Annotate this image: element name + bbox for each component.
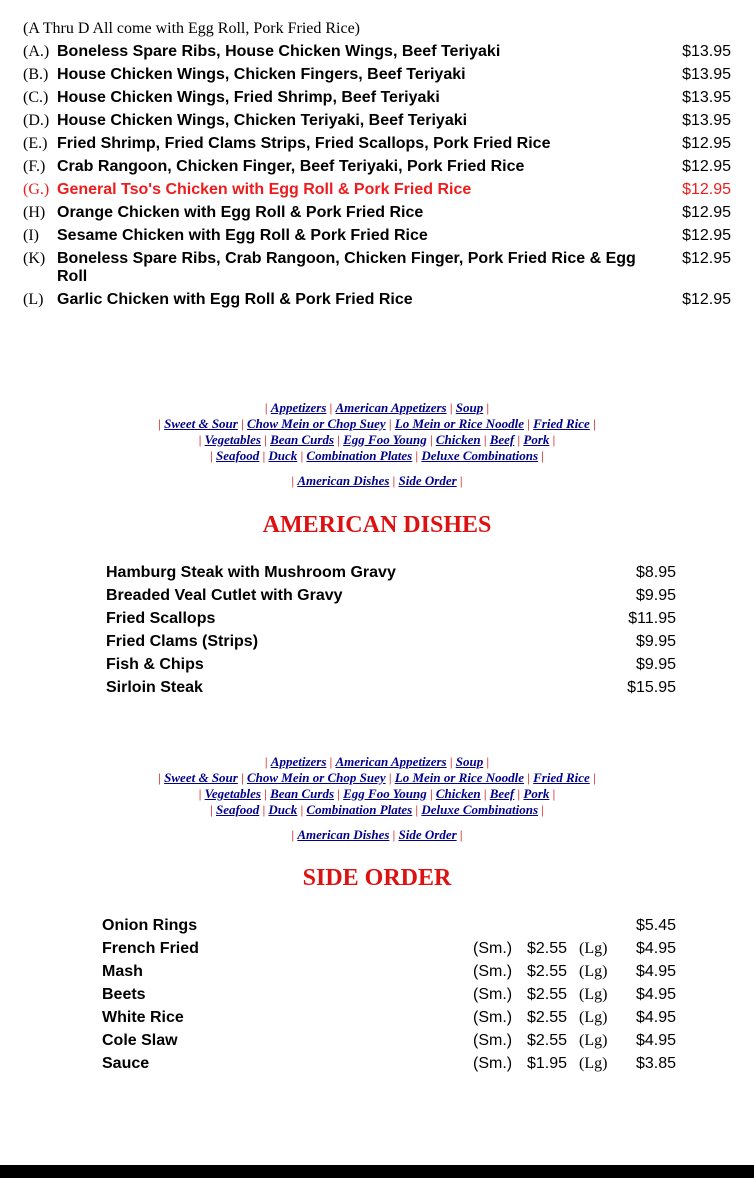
dish-name: Fried Clams (Strips) — [106, 633, 259, 650]
combo-description: General Tso's Chicken with Egg Roll & Pork Fried Rice — [57, 181, 472, 198]
combo-price: $12.95 — [682, 227, 731, 244]
combination-row-featured — [22, 178, 735, 201]
nav-link-combination-plates[interactable]: Combination Plates — [306, 448, 413, 463]
large-label: (Lg) — [579, 1055, 608, 1072]
nav-link-vegetables[interactable]: Vegetables — [204, 432, 261, 447]
dish-price: $8.95 — [635, 564, 676, 581]
combo-price: $12.95 — [682, 250, 731, 267]
large-price: $4.95 — [635, 1009, 676, 1026]
menu-item-row — [100, 1052, 678, 1075]
combo-code: (D.) — [23, 112, 50, 129]
combo-code: (A.) — [23, 43, 50, 60]
combo-price: $12.95 — [682, 181, 731, 198]
large-price: $3.85 — [635, 1055, 676, 1072]
small-label: (Sm.) — [473, 1032, 513, 1049]
large-price: $4.95 — [635, 963, 676, 980]
nav-link-soup[interactable]: Soup — [455, 754, 484, 769]
menu-item-row — [104, 676, 678, 699]
combo-description: Crab Rangoon, Chicken Finger, Beef Teriyaki, Pork Fried Rice — [57, 158, 525, 175]
large-price: $5.45 — [635, 917, 676, 934]
combo-description: Orange Chicken with Egg Roll & Pork Fried Rice — [57, 204, 424, 221]
dish-price: $9.95 — [635, 587, 676, 604]
combo-price: $12.95 — [682, 135, 731, 152]
nav-link-combination-plates[interactable]: Combination Plates — [306, 802, 413, 817]
nav-link-beef[interactable]: Beef — [489, 786, 515, 801]
dish-name: Fish & Chips — [106, 656, 204, 673]
combo-description: Garlic Chicken with Egg Roll & Pork Fried Rice — [57, 291, 413, 308]
large-label: (Lg) — [579, 1009, 608, 1026]
nav-link-seafood[interactable]: Seafood — [215, 448, 260, 463]
nav-link-egg-foo-young[interactable]: Egg Foo Young — [343, 786, 427, 801]
small-label: (Sm.) — [473, 986, 513, 1003]
large-label: (Lg) — [579, 986, 608, 1003]
combination-menu-table — [22, 40, 735, 311]
menu-item-row — [100, 960, 678, 983]
nav-link-pork[interactable]: Pork — [523, 786, 550, 801]
dish-name: Fried Scallops — [106, 610, 216, 627]
combination-row — [22, 288, 735, 311]
menu-item-row — [100, 983, 678, 1006]
small-price: $2.55 — [527, 1009, 568, 1026]
menu-item-row — [104, 630, 678, 653]
dish-price: $9.95 — [635, 633, 676, 650]
combo-price: $12.95 — [682, 291, 731, 308]
category-nav: | Appetizers | American Appetizers | Soup | | Sweet & Sour | Chow Mein or Chop Suey | Lo Mein or Rice Noodle | Fried Rice | | Vegetables | Bean Curds | Egg Foo Young | Chicken | Beef | Pork | | Seafood | Duck | Combination Plates | Deluxe Combinations | | American Dishes | Side Order | — [158, 400, 596, 488]
combo-code: (H) — [23, 204, 46, 221]
side-name: White Rice — [102, 1009, 184, 1026]
side-order-table — [100, 914, 678, 1075]
large-label: (Lg) — [579, 963, 608, 980]
combo-code: (L) — [23, 291, 44, 308]
nav-link-american-dishes[interactable]: American Dishes — [297, 827, 390, 842]
combination-row — [22, 132, 735, 155]
large-price: $4.95 — [635, 986, 676, 1003]
nav-link-duck[interactable]: Duck — [268, 448, 298, 463]
combo-price: $12.95 — [682, 204, 731, 221]
small-label: (Sm.) — [473, 940, 513, 957]
menu-item-row — [104, 584, 678, 607]
side-name: Sauce — [102, 1055, 150, 1072]
combo-code: (B.) — [23, 66, 49, 83]
nav-link-soup[interactable]: Soup — [455, 400, 484, 415]
side-order-heading: SIDE ORDER — [302, 865, 452, 891]
combination-intro: (A Thru D All come with Egg Roll, Pork Fried Rice) — [23, 20, 361, 37]
side-name: Beets — [102, 986, 146, 1003]
combination-row — [22, 224, 735, 247]
nav-link-american-dishes[interactable]: American Dishes — [297, 473, 390, 488]
nav-link-seafood[interactable]: Seafood — [215, 802, 260, 817]
combo-code: (K) — [23, 250, 46, 267]
nav-link-bean-curds[interactable]: Bean Curds — [270, 432, 335, 447]
nav-link-duck[interactable]: Duck — [268, 802, 298, 817]
small-price: $2.55 — [527, 986, 568, 1003]
combo-description: Boneless Spare Ribs, House Chicken Wings, Beef Teriyaki — [57, 43, 501, 60]
dish-name: Breaded Veal Cutlet with Gravy — [106, 587, 343, 604]
combo-code: (G.) — [23, 181, 50, 198]
small-label — [471, 914, 525, 937]
large-label: (Lg) — [579, 1032, 608, 1049]
nav-link-chow-mein[interactable]: Chow Mein or Chop Suey — [246, 770, 386, 785]
side-name: Mash — [102, 963, 143, 980]
combo-code: (C.) — [23, 89, 49, 106]
american-dishes-heading: AMERICAN DISHES — [262, 512, 492, 538]
footer-bar — [0, 1165, 754, 1178]
small-price — [525, 914, 577, 937]
combination-row — [22, 40, 735, 63]
dish-name: Hamburg Steak with Mushroom Gravy — [106, 564, 396, 581]
nav-link-appetizers[interactable]: Appetizers — [270, 754, 327, 769]
combo-description: House Chicken Wings, Chicken Fingers, Beef Teriyaki — [57, 66, 466, 83]
combination-row — [22, 201, 735, 224]
small-price: $2.55 — [527, 963, 568, 980]
combination-row — [22, 63, 735, 86]
nav-link-deluxe-combinations[interactable]: Deluxe Combinations — [421, 802, 539, 817]
nav-link-deluxe-combinations[interactable]: Deluxe Combinations — [421, 448, 539, 463]
small-price: $2.55 — [527, 940, 568, 957]
small-label: (Sm.) — [473, 963, 513, 980]
nav-link-beef[interactable]: Beef — [489, 432, 515, 447]
menu-item-row — [100, 937, 678, 960]
menu-item-row — [100, 1029, 678, 1052]
combination-row — [22, 247, 735, 288]
combo-price: $13.95 — [682, 66, 731, 83]
nav-link-vegetables[interactable]: Vegetables — [204, 786, 261, 801]
nav-link-side-order[interactable]: Side Order — [398, 473, 457, 488]
nav-link-chow-mein[interactable]: Chow Mein or Chop Suey — [246, 416, 386, 431]
nav-link-american-appetizers[interactable]: American Appetizers — [335, 400, 447, 415]
category-nav: | Appetizers | American Appetizers | Soup | | Sweet & Sour | Chow Mein or Chop Suey | Lo Mein or Rice Noodle | Fried Rice | | Vegetables | Bean Curds | Egg Foo Young | Chicken | Beef | Pork | | Seafood | Duck | Combination Plates | Deluxe Combinations | | American Dishes | Side Order | — [158, 754, 596, 842]
small-label: (Sm.) — [473, 1009, 513, 1026]
large-price: $4.95 — [635, 1032, 676, 1049]
menu-item-row — [104, 561, 678, 584]
nav-link-fried-rice[interactable]: Fried Rice — [533, 770, 590, 785]
nav-link-american-appetizers[interactable]: American Appetizers — [335, 754, 447, 769]
nav-link-sweet-sour[interactable]: Sweet & Sour — [164, 770, 238, 785]
large-price: $4.95 — [635, 940, 676, 957]
combo-description: Boneless Spare Ribs, Crab Rangoon, Chicken Finger, Pork Fried Rice & Egg Roll — [57, 250, 636, 285]
large-label — [577, 914, 626, 937]
menu-item-row — [100, 914, 678, 937]
dish-price: $11.95 — [628, 610, 676, 627]
nav-link-bean-curds[interactable]: Bean Curds — [270, 786, 335, 801]
combination-row — [22, 109, 735, 132]
nav-link-lo-mein[interactable]: Lo Mein or Rice Noodle — [394, 416, 525, 431]
dish-price: $15.95 — [627, 679, 676, 696]
dish-price: $9.95 — [635, 656, 676, 673]
nav-link-egg-foo-young[interactable]: Egg Foo Young — [343, 432, 427, 447]
combo-description: House Chicken Wings, Chicken Teriyaki, Beef Teriyaki — [57, 112, 468, 129]
combo-description: House Chicken Wings, Fried Shrimp, Beef Teriyaki — [57, 89, 440, 106]
dish-name: Sirloin Steak — [106, 679, 203, 696]
nav-link-sweet-sour[interactable]: Sweet & Sour — [164, 416, 238, 431]
small-price: $1.95 — [527, 1055, 568, 1072]
nav-link-lo-mein[interactable]: Lo Mein or Rice Noodle — [394, 770, 525, 785]
nav-link-pork[interactable]: Pork — [523, 432, 550, 447]
side-name: French Fried — [102, 940, 199, 957]
nav-link-fried-rice[interactable]: Fried Rice — [533, 416, 590, 431]
nav-link-appetizers[interactable]: Appetizers — [270, 400, 327, 415]
combo-price: $12.95 — [682, 158, 731, 175]
combo-code: (F.) — [23, 158, 46, 175]
american-dishes-table — [104, 561, 678, 699]
nav-link-side-order[interactable]: Side Order — [398, 827, 457, 842]
combo-price: $13.95 — [682, 112, 731, 129]
menu-item-row — [104, 653, 678, 676]
combo-code: (E.) — [23, 135, 48, 152]
side-name: Onion Rings — [102, 917, 198, 934]
side-name: Cole Slaw — [102, 1032, 178, 1049]
menu-item-row — [104, 607, 678, 630]
combo-description: Sesame Chicken with Egg Roll & Pork Fried Rice — [57, 227, 428, 244]
small-label: (Sm.) — [473, 1055, 513, 1072]
nav-link-chicken[interactable]: Chicken — [435, 786, 481, 801]
combo-description: Fried Shrimp, Fried Clams Strips, Fried Scallops, Pork Fried Rice — [57, 135, 551, 152]
combination-row — [22, 86, 735, 109]
nav-link-chicken[interactable]: Chicken — [435, 432, 481, 447]
combo-code: (I) — [23, 227, 39, 244]
combination-row — [22, 155, 735, 178]
menu-item-row — [100, 1006, 678, 1029]
small-price: $2.55 — [527, 1032, 568, 1049]
combo-price: $13.95 — [682, 43, 731, 60]
combo-price: $13.95 — [682, 89, 731, 106]
large-label: (Lg) — [579, 940, 608, 957]
